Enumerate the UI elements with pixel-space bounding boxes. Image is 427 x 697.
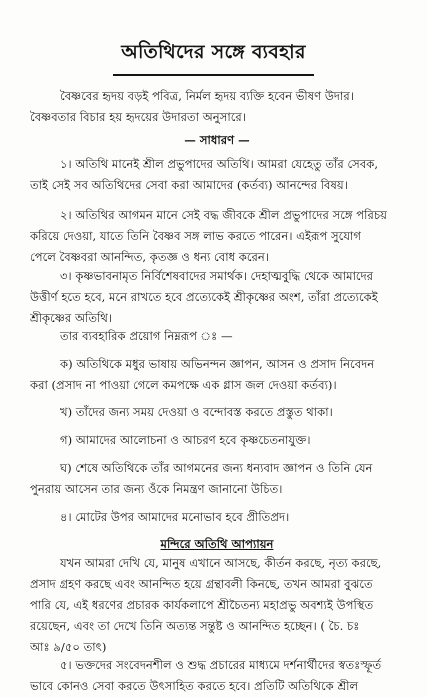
item-ka [30,354,404,396]
paragraph-line: তাই সেই সব অতিথিদের সেবা করা আমাদের (কর্তব্য) আনন্দের বিষয়। [30,178,348,192]
list-item-line: ঘ) শেষে অতিথিকে তাঁর আগমনের জন্য ধন্যবাদ জ্ঞাপন ও তিনি যেন [60,461,373,475]
paragraph-line: ভাবে কোনও সেবা করতে উৎসাহিত করতে হবে। প্রতিটি অতিথিকে শ্রীল [30,679,359,693]
intro-line: বৈষ্ণবতার বিচার হয় হৃদয়ের উদারতা অনুসারে। [30,110,246,124]
subheading: মন্দিরে অতিথি আপ্যায়ন [160,537,274,551]
paragraph-2 [30,205,404,268]
subheading-block [30,534,404,555]
list-item-line: পুনরায় আসেন তার জন্য ওঁকে নিমন্ত্রণ জানানো উচিত। [30,482,283,496]
item-gha [30,458,404,500]
intro-line: বৈষ্ণবের হৃদয় বড়ই পবিত্র, নির্মল হৃদয় ব্যক্তি হবেন ভীষণ উদার। [60,89,354,103]
item-kha: খ) তাঁদের জন্য সময় দেওয়া ও বন্দোবস্ত করতে প্রস্তুত থাকা। [60,405,333,419]
paragraph-4: ৪। মোটের উপর আমাদের মনোভাব হবে প্রীতিপ্রদ। [60,510,290,524]
paragraph-line: করিয়ে দেওয়া, যাতে তিনি বৈষ্ণব সঙ্গ লাভ করতে পারেন। এইরূপ সুযোগ [30,229,361,243]
quote-line: পারি যে, এই ধরণের প্রচারক কার্যকলাপে শ্রীচৈতন্য মহাপ্রভু অবশ্যই উপস্থিত [30,598,374,612]
paragraph-line: পেলে বৈষ্ণবরা আনন্দিত, কৃতজ্ঞ ও ধন্য বোধ করেন। [30,250,269,264]
section-heading: — সাধারণ — [184,133,250,147]
list-item-line: ক) অতিথিকে মধুর ভাষায় অভিনন্দন জ্ঞাপন, আসন ও প্রসাদ নিবেদন [60,357,375,371]
paragraph-3 [30,266,404,329]
page-title: অতিথিদের সঙ্গে ব্যবহার [113,36,313,76]
item-ga: গ) আমাদের আলোচনা ও আচরণ হবে কৃষ্ণচেতনাযুক্ত। [60,433,311,447]
quote-paragraph [30,553,404,658]
list-item-line: করা (প্রসাদ না পাওয়া গেলে কমপক্ষে এক গ্লাস জল দেওয়া কর্তব্য)। [30,378,337,392]
paragraph-line: ৫। ভক্তদের সংবেদনশীল ও শুদ্ধ প্রচারের মাধ্যমে দর্শনার্থীদের স্বতঃস্ফূর্ত [60,658,382,672]
paragraph-line: শ্রীকৃষ্ণের অতিথি। [30,311,112,325]
quote-line: প্রসাদ গ্রহণ করছে এবং আনন্দিত হয়ে গ্রন্থাবলী কিনছে, তখন আমরা বুঝতে [30,577,373,591]
paragraph-line: উত্তীর্ণ হতে হবে, মনে রাখতে হবে প্রত্যেকেই শ্রীকৃষ্ণের অংশ, তাঁরা প্রত্যেকেই [30,290,378,304]
practical-intro: তার ব্যবহারিক প্রয়োগ নিম্নরূপ ঃ — [60,329,233,343]
paragraph-line: ১। অতিথি মানেই শ্রীল প্রভুপাদের অতিথি। আমরা যেহেতু তাঁর সেবক, [60,157,379,171]
title-block [0,36,427,76]
quote-line: রয়েছেন, এবং তা দেখে তিনি অত্যন্ত সন্তুষ্ট ও আনন্দিত হচ্ছেন। ( চৈ. চঃ [30,619,360,633]
quote-line: আঃ ৯/৫০ তাৎ) [30,640,107,654]
quote-line: যখন আমরা দেখি যে, মানুষ এখানে আসছে, কীর্তন করছে, নৃত্য করছে, [60,556,382,570]
paragraph-line: ২। অতিথির আগমন মানে সেই বদ্ধ জীবকে শ্রীল প্রভুপাদের সঙ্গে পরিচয় [60,208,387,222]
paragraph-1 [30,154,404,196]
paragraph-line: ৩। কৃষ্ণভাবনামৃত নির্বিশেষবাদের সমার্থক। দেহাত্মবুদ্ধি থেকে আমাদের [60,269,374,283]
intro-paragraph [30,86,404,128]
paragraph-5 [30,655,404,697]
